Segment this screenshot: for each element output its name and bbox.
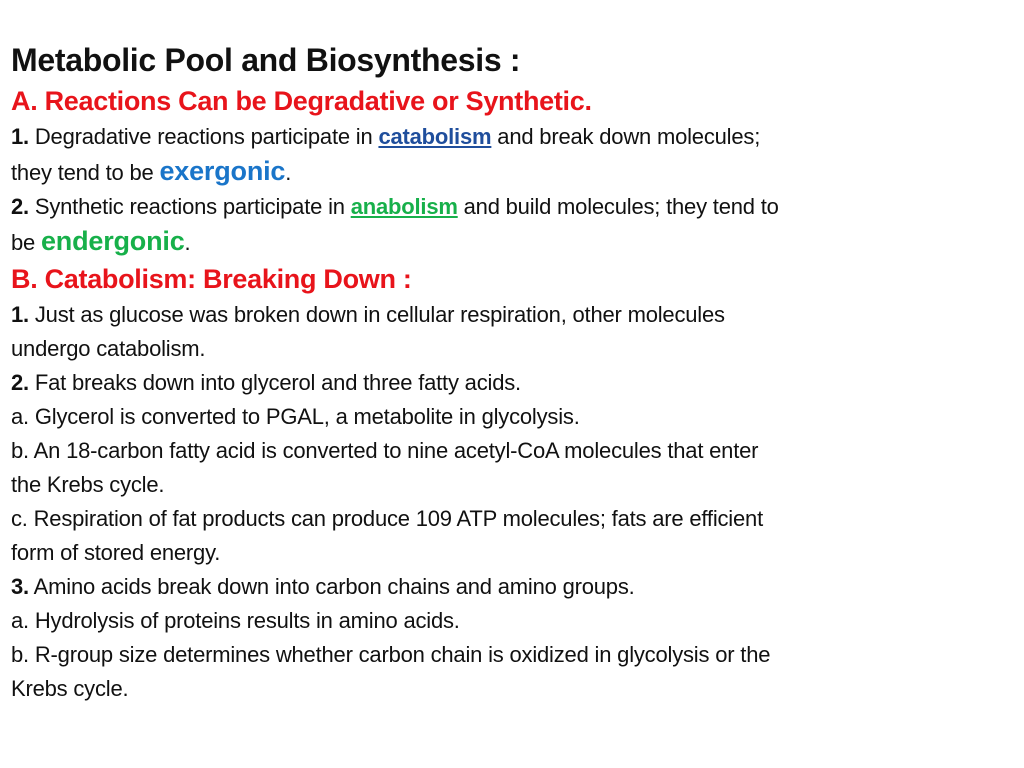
endergonic-keyword: endergonic [40, 226, 185, 256]
section-a-item2-line2 [11, 224, 1024, 260]
section-b-line [11, 366, 1024, 400]
item-text: a. Glycerol is converted to PGAL, a metabolite in glycolysis. [11, 404, 580, 429]
item-text: Amino acids break down into carbon chains and amino groups. [28, 574, 635, 599]
item-text: . [285, 160, 292, 185]
section-b-line [11, 638, 1024, 672]
item-text: . [184, 230, 191, 255]
section-b-line [11, 604, 1024, 638]
item-number: 1. [11, 124, 29, 149]
section-b-line [11, 434, 1024, 468]
item-number: 1. [11, 302, 29, 327]
slide-title: Metabolic Pool and Biosynthesis : [11, 42, 521, 78]
section-a-item1-line1 [11, 120, 1024, 154]
item-text: and build molecules; they tend to [457, 194, 779, 219]
item-number: 2. [11, 194, 29, 219]
item-number: 2. [11, 370, 29, 395]
section-a-heading: A. Reactions Can be Degradative or Synthetic. [11, 86, 592, 116]
section-b-line [11, 536, 1024, 570]
item-number: 3. [11, 574, 29, 599]
anabolism-link[interactable]: anabolism [350, 194, 458, 219]
item-text: b. R-group size determines whether carbon chain is oxidized in glycolysis or the [11, 642, 771, 667]
item-text: be [11, 230, 41, 255]
section-b-heading: B. Catabolism: Breaking Down : [11, 264, 412, 294]
section-b-line [11, 502, 1024, 536]
section-b-line [11, 298, 1024, 332]
item-text: they tend to be [11, 160, 160, 185]
section-a-item1-line2 [11, 154, 1024, 190]
item-text: Synthetic reactions participate in [28, 194, 351, 219]
item-text: Krebs cycle. [11, 676, 129, 701]
item-text: form of stored energy. [11, 540, 221, 565]
item-text: a. Hydrolysis of proteins results in amino acids. [11, 608, 460, 633]
item-text: undergo catabolism. [11, 336, 206, 361]
section-b-line [11, 332, 1024, 366]
item-text: c. Respiration of fat products can produce 109 ATP molecules; fats are efficient [11, 506, 763, 531]
section-b-line [11, 672, 1024, 706]
section-a-item2-line1 [11, 190, 1024, 224]
exergonic-keyword: exergonic [159, 156, 286, 186]
item-text: and break down molecules; [491, 124, 761, 149]
section-b-line [11, 400, 1024, 434]
item-text: Just as glucose was broken down in cellular respiration, other molecules [28, 302, 725, 327]
item-text: the Krebs cycle. [11, 472, 165, 497]
section-b-line [11, 468, 1024, 502]
catabolism-link[interactable]: catabolism [378, 124, 492, 149]
item-text: b. An 18-carbon fatty acid is converted to nine acetyl-CoA molecules that enter [11, 438, 759, 463]
item-text: Degradative reactions participate in [28, 124, 379, 149]
section-b-line [11, 570, 1024, 604]
item-text: Fat breaks down into glycerol and three fatty acids. [28, 370, 521, 395]
